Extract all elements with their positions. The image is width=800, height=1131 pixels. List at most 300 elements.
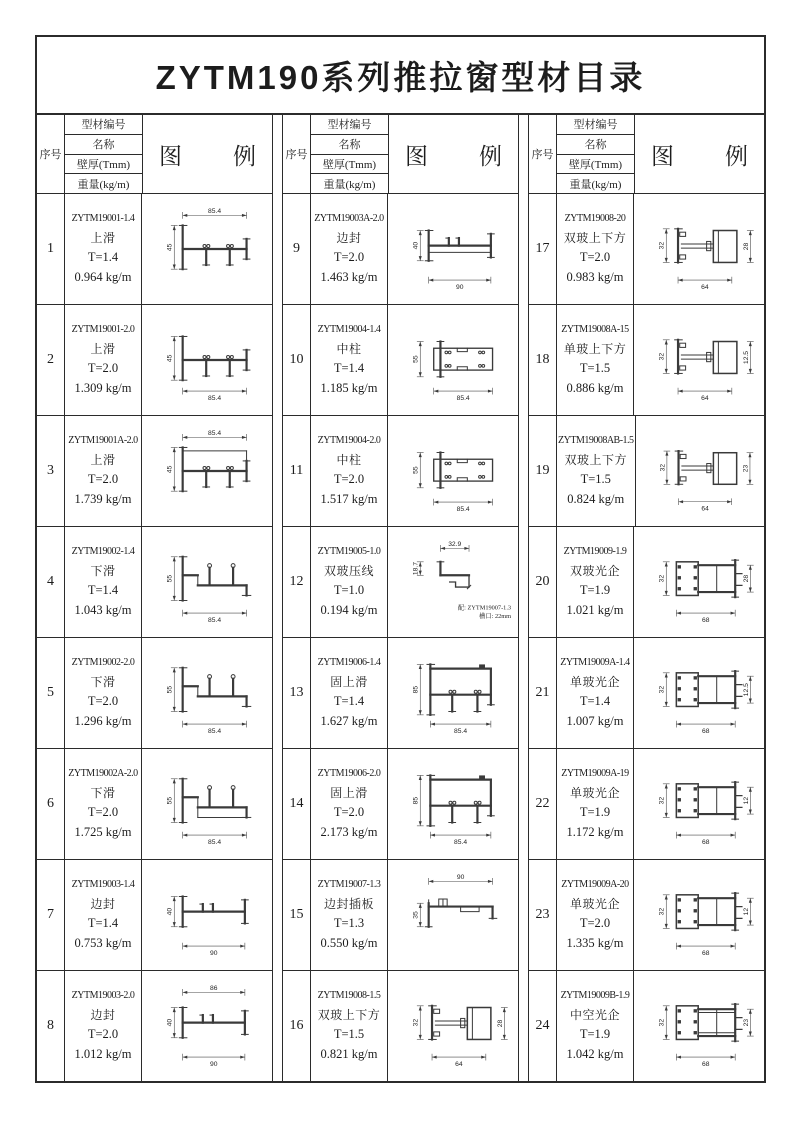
row-info <box>311 749 388 859</box>
profile-name: 边封 <box>90 1007 116 1022</box>
svg-text:40: 40 <box>412 241 420 250</box>
header-legend-right: 例 <box>479 143 502 169</box>
row-diagram <box>634 971 764 1081</box>
profile-id: ZYTM19001-2.0 <box>71 324 135 336</box>
svg-text:68: 68 <box>701 727 710 735</box>
profile-diagram <box>144 864 270 966</box>
row-seq: 22 <box>529 749 557 859</box>
row-seq: 24 <box>529 971 557 1081</box>
svg-text:85.4: 85.4 <box>456 505 470 513</box>
profile-id: ZYTM19001-1.4 <box>71 213 135 225</box>
profile-id: ZYTM19002-1.4 <box>71 546 135 558</box>
row-diagram <box>636 416 764 526</box>
row-info <box>557 305 634 415</box>
row-seq: 2 <box>37 305 65 415</box>
row-info <box>65 305 142 415</box>
profile-diagram <box>390 642 516 744</box>
svg-text:90: 90 <box>456 873 465 881</box>
profile-diagram <box>390 531 516 633</box>
profile-thickness: T=2.0 <box>87 694 119 709</box>
svg-text:28: 28 <box>742 574 750 583</box>
profile-name: 下滑 <box>90 674 116 689</box>
row-seq: 17 <box>529 194 557 304</box>
profile-thickness: T=1.4 <box>87 916 119 931</box>
profile-weight: 2.173 kg/m <box>320 824 378 839</box>
row-info <box>65 971 142 1081</box>
svg-text:64: 64 <box>701 394 709 402</box>
header-profile-id: 型材编号 <box>311 115 388 135</box>
svg-text:55: 55 <box>412 466 420 474</box>
svg-text:90: 90 <box>209 1060 218 1068</box>
profile-thickness: T=1.5 <box>579 361 611 376</box>
row-diagram <box>634 749 764 859</box>
profile-name: 上滑 <box>90 452 116 467</box>
svg-text:85.4: 85.4 <box>208 616 222 624</box>
svg-text:12: 12 <box>742 907 750 916</box>
profile-diagram <box>636 864 762 966</box>
profile-thickness: T=1.9 <box>579 805 611 820</box>
row-seq: 9 <box>283 194 311 304</box>
svg-text:85: 85 <box>412 685 420 694</box>
profile-id: ZYTM19002A-2.0 <box>68 768 138 780</box>
profile-diagram <box>390 753 516 855</box>
profile-id: ZYTM19003-2.0 <box>71 990 135 1002</box>
profile-row <box>283 971 518 1081</box>
row-diagram <box>388 860 518 970</box>
profile-thickness: T=2.0 <box>333 472 365 487</box>
row-seq: 18 <box>529 305 557 415</box>
profile-thickness: T=1.4 <box>87 250 119 265</box>
svg-text:40: 40 <box>166 1018 174 1027</box>
row-diagram <box>142 305 272 415</box>
svg-text:12: 12 <box>742 796 750 805</box>
profile-diagram <box>636 753 762 855</box>
row-info <box>557 749 634 859</box>
header-weight: 重量(kg/m) <box>323 178 376 191</box>
profile-name: 单玻光企 <box>569 785 620 800</box>
profile-diagram <box>390 975 516 1077</box>
profile-name: 双玻光企 <box>569 563 620 578</box>
row-diagram <box>142 860 272 970</box>
svg-text:32: 32 <box>658 796 666 805</box>
profile-diagram <box>144 642 270 744</box>
catalog-frame <box>35 35 766 1083</box>
profile-thickness: T=1.4 <box>87 583 119 598</box>
profile-weight: 1.172 kg/m <box>566 824 624 839</box>
profile-weight: 1.021 kg/m <box>566 602 624 617</box>
profile-thickness: T=1.4 <box>579 694 611 709</box>
svg-text:28: 28 <box>496 1019 504 1028</box>
profile-id: ZYTM19008-1.5 <box>317 990 381 1002</box>
profile-thickness: T=1.9 <box>579 583 611 598</box>
profile-weight: 0.886 kg/m <box>566 380 624 395</box>
row-diagram <box>634 527 764 637</box>
row-seq: 8 <box>37 971 65 1081</box>
svg-text:55: 55 <box>166 685 174 694</box>
svg-text:32: 32 <box>658 907 666 916</box>
profile-row <box>529 527 764 638</box>
profile-weight: 0.194 kg/m <box>320 602 378 617</box>
profile-diagram <box>144 420 270 522</box>
row-info <box>557 416 636 526</box>
row-diagram <box>634 860 764 970</box>
svg-text:90: 90 <box>209 949 218 957</box>
row-info <box>311 305 388 415</box>
profile-id: ZYTM19004-2.0 <box>317 435 381 447</box>
profile-id: ZYTM19006-2.0 <box>317 768 381 780</box>
header-legend <box>635 115 764 193</box>
profile-row <box>37 416 272 527</box>
svg-text:35: 35 <box>412 911 420 919</box>
svg-text:68: 68 <box>701 1060 710 1068</box>
svg-text:32: 32 <box>658 685 666 694</box>
profile-thickness: T=2.0 <box>87 472 119 487</box>
profile-row <box>529 305 764 416</box>
row-seq: 10 <box>283 305 311 415</box>
header-legend-right: 例 <box>725 143 748 169</box>
row-diagram <box>388 194 518 304</box>
svg-text:18.7: 18.7 <box>412 562 420 576</box>
row-diagram <box>388 749 518 859</box>
svg-text:85.4: 85.4 <box>456 394 470 402</box>
row-seq: 14 <box>283 749 311 859</box>
header-legend-left: 图 <box>651 143 674 169</box>
row-diagram <box>142 194 272 304</box>
svg-text:40: 40 <box>166 907 174 916</box>
group-rows <box>37 194 272 1081</box>
profile-name: 边封 <box>90 896 116 911</box>
header-legend-right: 例 <box>233 143 256 169</box>
profile-name: 单玻光企 <box>569 674 620 689</box>
column-group <box>282 115 519 1081</box>
profile-diagram <box>636 531 762 633</box>
profile-row <box>37 749 272 860</box>
profile-name: 中柱 <box>336 341 362 356</box>
header-profile-id: 型材编号 <box>557 115 634 135</box>
row-info <box>557 638 634 748</box>
profile-thickness: T=1.4 <box>333 361 365 376</box>
profile-row <box>37 305 272 416</box>
catalog-table <box>37 115 764 1081</box>
row-seq: 13 <box>283 638 311 748</box>
row-diagram <box>142 638 272 748</box>
svg-text:55: 55 <box>166 796 174 805</box>
profile-name: 单玻上下方 <box>563 341 627 356</box>
profile-weight: 0.550 kg/m <box>320 935 378 950</box>
svg-text:32: 32 <box>658 574 666 583</box>
svg-text:85.4: 85.4 <box>208 207 222 215</box>
svg-text:45: 45 <box>166 243 174 252</box>
row-info <box>557 527 634 637</box>
row-info <box>557 194 634 304</box>
svg-text:68: 68 <box>701 949 710 957</box>
row-seq: 11 <box>283 416 311 526</box>
row-diagram <box>142 416 272 526</box>
profile-diagram <box>390 309 516 411</box>
profile-row <box>37 194 272 305</box>
profile-diagram <box>390 420 516 522</box>
profile-weight: 1.043 kg/m <box>74 602 132 617</box>
row-diagram <box>634 638 764 748</box>
profile-thickness: T=2.0 <box>333 250 365 265</box>
row-info <box>65 416 142 526</box>
profile-thickness: T=2.0 <box>333 805 365 820</box>
profile-row <box>529 194 764 305</box>
profile-thickness: T=2.0 <box>579 250 611 265</box>
svg-text:64: 64 <box>701 283 709 291</box>
profile-diagram <box>636 309 762 411</box>
svg-text:32: 32 <box>412 1018 420 1027</box>
svg-text:55: 55 <box>412 355 420 363</box>
svg-text:85.4: 85.4 <box>208 838 222 846</box>
profile-name: 双玻压线 <box>323 563 374 578</box>
table-header <box>283 115 518 194</box>
profile-row <box>283 860 518 971</box>
profile-name: 边封 <box>336 230 362 245</box>
profile-id: ZYTM19004-1.4 <box>317 324 381 336</box>
profile-id: ZYTM19005-1.0 <box>317 546 381 558</box>
profile-weight: 0.821 kg/m <box>320 1046 378 1061</box>
row-info <box>311 194 388 304</box>
profile-weight: 1.012 kg/m <box>74 1046 132 1061</box>
row-seq: 21 <box>529 638 557 748</box>
profile-thickness: T=2.0 <box>87 805 119 820</box>
profile-row <box>529 638 764 749</box>
profile-weight: 0.964 kg/m <box>74 269 132 284</box>
svg-text:85.4: 85.4 <box>208 429 222 437</box>
svg-text:55: 55 <box>166 574 174 583</box>
profile-weight: 0.824 kg/m <box>567 491 625 506</box>
profile-id: ZYTM19003A-2.0 <box>314 213 384 225</box>
row-diagram <box>142 749 272 859</box>
profile-row <box>283 749 518 860</box>
table-header <box>37 115 272 194</box>
profile-weight: 1.042 kg/m <box>566 1046 624 1061</box>
row-diagram <box>388 638 518 748</box>
svg-text:45: 45 <box>166 465 174 474</box>
profile-weight: 0.753 kg/m <box>74 935 132 950</box>
profile-weight: 1.296 kg/m <box>74 713 132 728</box>
profile-name: 双玻上下方 <box>317 1007 381 1022</box>
profile-name: 固上滑 <box>330 785 368 800</box>
svg-text:23: 23 <box>742 464 750 473</box>
row-seq: 7 <box>37 860 65 970</box>
profile-diagram <box>636 975 762 1077</box>
row-info <box>65 638 142 748</box>
profile-thickness: T=2.0 <box>579 916 611 931</box>
profile-diagram <box>390 198 516 300</box>
svg-text:32.9: 32.9 <box>448 540 462 548</box>
row-diagram <box>142 971 272 1081</box>
profile-id: ZYTM19002-2.0 <box>71 657 135 669</box>
group-gap <box>273 115 282 1081</box>
row-diagram <box>388 416 518 526</box>
svg-text:68: 68 <box>701 838 710 846</box>
header-name: 名称 <box>311 135 388 155</box>
profile-weight: 1.007 kg/m <box>566 713 624 728</box>
profile-name: 上滑 <box>90 341 116 356</box>
row-diagram <box>388 527 518 637</box>
group-rows <box>529 194 764 1081</box>
profile-weight: 1.517 kg/m <box>320 491 378 506</box>
profile-name: 边封插板 <box>323 896 374 911</box>
page-title: ZYTM190系列推拉窗型材目录 <box>37 37 764 115</box>
table-header <box>529 115 764 194</box>
header-weight: 重量(kg/m) <box>569 178 622 191</box>
header-legend-left: 图 <box>159 143 182 169</box>
profile-row <box>283 194 518 305</box>
profile-name: 上滑 <box>90 230 116 245</box>
svg-text:86: 86 <box>209 984 218 992</box>
group-rows <box>283 194 518 1081</box>
header-seq: 序号 <box>39 149 62 161</box>
row-info <box>557 860 634 970</box>
profile-weight: 1.463 kg/m <box>320 269 378 284</box>
row-seq: 15 <box>283 860 311 970</box>
svg-text:90: 90 <box>455 283 464 291</box>
row-info <box>311 971 388 1081</box>
profile-weight: 1.739 kg/m <box>74 491 132 506</box>
profile-row <box>529 860 764 971</box>
profile-thickness: T=1.0 <box>333 583 365 598</box>
profile-weight: 0.983 kg/m <box>566 269 624 284</box>
diagram-note: 槽口: 22mm <box>478 613 512 621</box>
row-info <box>311 860 388 970</box>
row-diagram <box>388 305 518 415</box>
header-legend <box>389 115 518 193</box>
profile-weight: 1.725 kg/m <box>74 824 132 839</box>
row-diagram <box>142 527 272 637</box>
profile-thickness: T=1.4 <box>333 694 365 709</box>
profile-name: 单玻光企 <box>569 896 620 911</box>
header-thickness: 壁厚(Tmm) <box>557 155 634 175</box>
profile-name: 固上滑 <box>330 674 368 689</box>
row-info <box>311 638 388 748</box>
svg-text:45: 45 <box>166 354 174 363</box>
header-thickness: 壁厚(Tmm) <box>65 155 142 175</box>
row-seq: 3 <box>37 416 65 526</box>
row-seq: 12 <box>283 527 311 637</box>
profile-thickness: T=1.9 <box>579 1027 611 1042</box>
profile-diagram <box>390 864 516 966</box>
profile-name: 双玻上下方 <box>563 230 627 245</box>
profile-diagram <box>144 309 270 411</box>
row-info <box>65 527 142 637</box>
svg-text:85.4: 85.4 <box>208 727 222 735</box>
header-seq: 序号 <box>531 149 554 161</box>
svg-text:32: 32 <box>659 463 667 472</box>
profile-row <box>529 749 764 860</box>
row-info <box>311 527 388 637</box>
svg-text:85: 85 <box>412 796 420 805</box>
profile-diagram <box>144 198 270 300</box>
column-group <box>37 115 273 1081</box>
svg-text:64: 64 <box>455 1060 463 1068</box>
profile-id: ZYTM19008-20 <box>564 213 626 225</box>
profile-row <box>283 527 518 638</box>
profile-row <box>529 971 764 1081</box>
profile-name: 中空光企 <box>569 1007 620 1022</box>
profile-id: ZYTM19008AB-1.5 <box>558 435 634 447</box>
header-name: 名称 <box>557 135 634 155</box>
profile-id: ZYTM19009A-20 <box>561 879 629 891</box>
row-seq: 6 <box>37 749 65 859</box>
profile-id: ZYTM19001A-2.0 <box>68 435 138 447</box>
svg-text:32: 32 <box>658 352 666 361</box>
row-info <box>65 749 142 859</box>
svg-text:12.5: 12.5 <box>742 350 750 365</box>
header-weight: 重量(kg/m) <box>77 178 130 191</box>
row-seq: 16 <box>283 971 311 1081</box>
svg-text:68: 68 <box>701 616 710 624</box>
profile-id: ZYTM19008A-15 <box>561 324 629 336</box>
profile-id: ZYTM19003-1.4 <box>71 879 135 891</box>
profile-name: 下滑 <box>90 785 116 800</box>
svg-text:28: 28 <box>742 242 750 251</box>
profile-diagram <box>637 420 762 522</box>
profile-diagram <box>636 198 762 300</box>
header-legend <box>143 115 272 193</box>
profile-diagram <box>144 753 270 855</box>
row-seq: 1 <box>37 194 65 304</box>
profile-id: ZYTM19006-1.4 <box>317 657 381 669</box>
group-gap <box>519 115 528 1081</box>
profile-row <box>37 638 272 749</box>
profile-id: ZYTM19009A-19 <box>561 768 629 780</box>
profile-thickness: T=1.5 <box>580 472 611 487</box>
svg-text:85.4: 85.4 <box>454 727 468 735</box>
svg-text:85.4: 85.4 <box>454 838 468 846</box>
profile-weight: 1.627 kg/m <box>320 713 378 728</box>
profile-row <box>283 416 518 527</box>
row-diagram <box>634 305 764 415</box>
profile-name: 双玻上下方 <box>564 452 628 467</box>
profile-row <box>283 638 518 749</box>
profile-diagram <box>636 642 762 744</box>
column-group <box>528 115 764 1081</box>
svg-text:12.5: 12.5 <box>742 683 750 697</box>
row-info <box>65 860 142 970</box>
profile-thickness: T=1.3 <box>333 916 365 931</box>
profile-name: 下滑 <box>90 563 116 578</box>
row-diagram <box>388 971 518 1081</box>
profile-row <box>529 416 764 527</box>
profile-thickness: T=1.5 <box>333 1027 365 1042</box>
profile-diagram <box>144 531 270 633</box>
profile-row <box>37 527 272 638</box>
row-diagram <box>634 194 764 304</box>
row-info <box>65 194 142 304</box>
diagram-note: 配: ZYTM19007-1.3 <box>457 604 512 612</box>
row-seq: 23 <box>529 860 557 970</box>
profile-id: ZYTM19009A-1.4 <box>560 657 630 669</box>
row-seq: 5 <box>37 638 65 748</box>
profile-diagram <box>144 975 270 1077</box>
row-seq: 4 <box>37 527 65 637</box>
profile-weight: 1.335 kg/m <box>566 935 624 950</box>
profile-row <box>37 971 272 1081</box>
header-name: 名称 <box>65 135 142 155</box>
svg-text:85.4: 85.4 <box>208 394 222 402</box>
profile-name: 中柱 <box>336 452 362 467</box>
row-info <box>311 416 388 526</box>
header-thickness: 壁厚(Tmm) <box>311 155 388 175</box>
svg-text:23: 23 <box>742 1018 750 1027</box>
svg-text:64: 64 <box>701 505 710 513</box>
header-seq: 序号 <box>285 149 308 161</box>
row-seq: 20 <box>529 527 557 637</box>
profile-id: ZYTM19009B-1.9 <box>560 990 630 1002</box>
